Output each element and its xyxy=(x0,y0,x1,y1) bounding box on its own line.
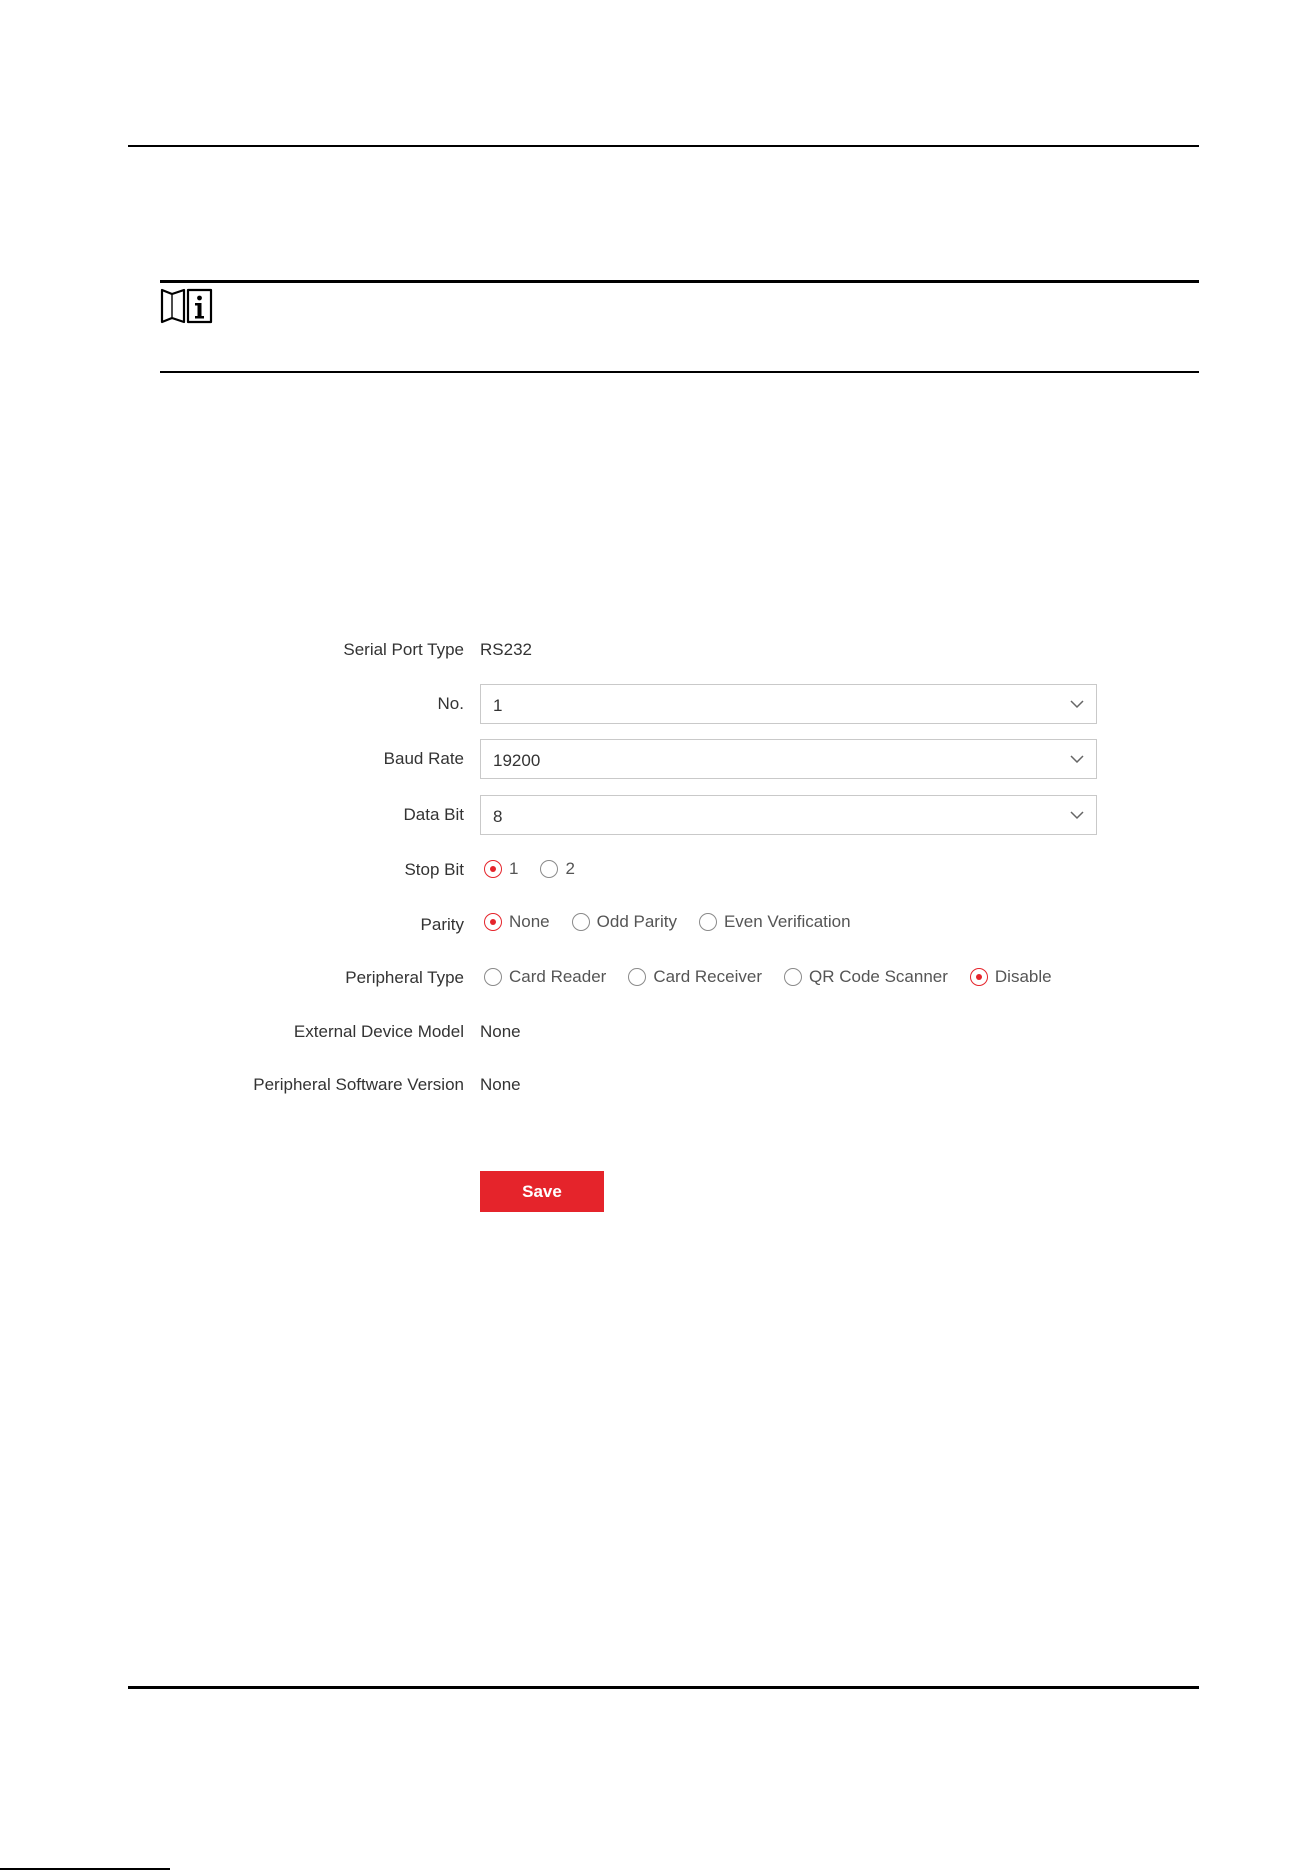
chevron-down-icon xyxy=(1069,696,1085,712)
no-select-value: 1 xyxy=(493,696,503,715)
radio-label: Card Receiver xyxy=(653,967,762,986)
radio-button[interactable] xyxy=(628,968,646,986)
note-top-rule xyxy=(160,280,1199,283)
parity-option[interactable] xyxy=(484,912,550,932)
radio-label: QR Code Scanner xyxy=(808,967,948,986)
parity-option[interactable] xyxy=(699,912,851,932)
radio-label: 1 xyxy=(509,859,519,878)
radio-button[interactable] xyxy=(540,860,558,878)
external-device-model-value: None xyxy=(480,1022,521,1041)
serial-port-type-value: RS232 xyxy=(480,640,532,659)
peripheral-type-option[interactable] xyxy=(628,967,762,987)
radio-button[interactable] xyxy=(484,860,502,878)
radio-button[interactable] xyxy=(484,968,502,986)
stop-bit-option[interactable] xyxy=(540,859,574,879)
stop-bit-label: Stop Bit xyxy=(404,860,464,879)
external-device-model-label: External Device Model xyxy=(293,1022,464,1041)
peripheral-software-version-label: Peripheral Software Version xyxy=(253,1075,464,1094)
peripheral-type-option[interactable] xyxy=(970,967,1052,987)
no-label: No. xyxy=(437,694,464,713)
parity-option[interactable] xyxy=(572,912,677,932)
parity-label: Parity xyxy=(420,915,464,934)
bottom-edge-rule xyxy=(0,1868,170,1870)
peripheral-type-radio-group xyxy=(484,967,1074,991)
radio-button[interactable] xyxy=(484,913,502,931)
radio-label: Odd Parity xyxy=(596,912,677,931)
radio-label: Even Verification xyxy=(723,912,851,931)
radio-button[interactable] xyxy=(572,913,590,931)
radio-label: 2 xyxy=(565,859,575,878)
baud-rate-select-value: 19200 xyxy=(493,751,541,770)
peripheral-type-option[interactable] xyxy=(784,967,948,987)
header-rule xyxy=(128,145,1199,147)
data-bit-select-value: 8 xyxy=(493,807,503,826)
radio-label: Card Reader xyxy=(509,967,607,986)
parity-radio-group xyxy=(484,912,873,936)
no-select[interactable] xyxy=(480,684,1097,724)
radio-label: Disable xyxy=(994,967,1052,986)
peripheral-software-version-value: None xyxy=(480,1075,521,1094)
baud-rate-label: Baud Rate xyxy=(383,749,464,768)
chevron-down-icon xyxy=(1069,807,1085,823)
save-button[interactable]: Save xyxy=(480,1171,604,1212)
radio-button[interactable] xyxy=(970,968,988,986)
footer-rule xyxy=(128,1686,1199,1689)
serial-port-type-label: Serial Port Type xyxy=(343,640,464,659)
radio-label: None xyxy=(509,912,550,931)
radio-button[interactable] xyxy=(784,968,802,986)
data-bit-select[interactable] xyxy=(480,795,1097,835)
baud-rate-select[interactable] xyxy=(480,739,1097,779)
data-bit-label: Data Bit xyxy=(403,805,464,824)
chevron-down-icon xyxy=(1069,751,1085,767)
stop-bit-radio-group xyxy=(484,859,597,883)
radio-button[interactable] xyxy=(699,913,717,931)
note-info-icon xyxy=(160,286,213,326)
peripheral-type-option[interactable] xyxy=(484,967,606,987)
stop-bit-option[interactable] xyxy=(484,859,518,879)
note-bottom-rule xyxy=(160,371,1199,373)
peripheral-type-label: Peripheral Type xyxy=(345,968,464,987)
